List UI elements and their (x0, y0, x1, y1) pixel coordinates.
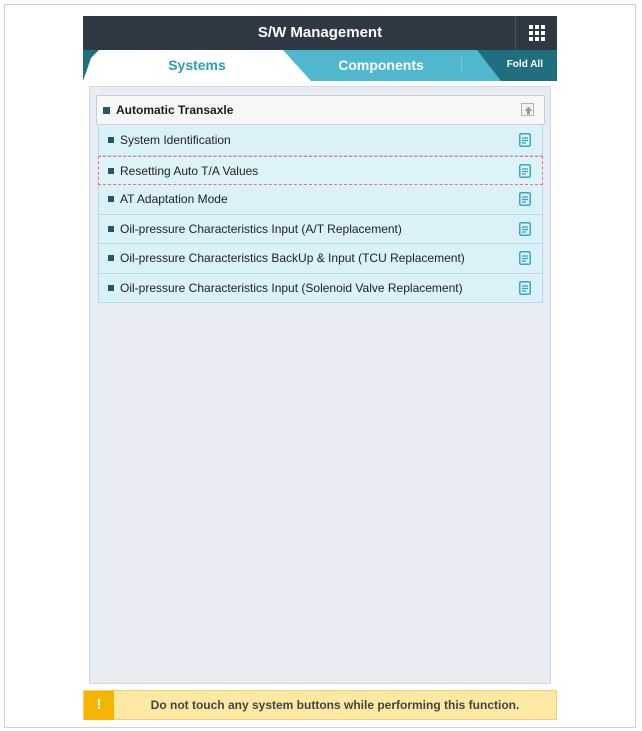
list-item-label: AT Adaptation Mode (120, 192, 228, 206)
group-title: Automatic Transaxle (116, 103, 234, 117)
bullet-icon (108, 226, 114, 232)
list-item-label: Oil-pressure Characteristics BackUp & Input (TCU Replacement) (120, 251, 465, 265)
function-list (98, 126, 543, 303)
document-icon[interactable] (519, 164, 531, 178)
title-bar (83, 16, 557, 50)
tab-systems[interactable]: Systems (168, 57, 226, 73)
document-icon[interactable] (519, 133, 531, 147)
list-item[interactable] (98, 185, 543, 215)
list-item-label: Resetting Auto T/A Values (120, 163, 259, 178)
fold-all-button[interactable]: Fold All (506, 59, 543, 70)
bullet-icon (108, 168, 114, 174)
bullet-icon (108, 285, 114, 291)
list-item-label: Oil-pressure Characteristics Input (A/T Replacement) (120, 221, 402, 236)
document-icon[interactable] (519, 192, 531, 206)
list-item[interactable] (98, 215, 543, 245)
tab-components[interactable]: Components (338, 57, 424, 73)
list-item[interactable] (98, 126, 543, 156)
document-icon[interactable] (519, 222, 531, 236)
bullet-icon (108, 255, 114, 261)
systems-panel (89, 86, 551, 684)
warning-icon: ! (84, 691, 114, 720)
collapse-up-icon[interactable] (521, 103, 534, 116)
list-item-label: Oil-pressure Characteristics Input (Solenoid Valve Replacement) (120, 280, 463, 295)
document-icon[interactable] (519, 281, 531, 295)
list-item[interactable] (98, 274, 543, 304)
warning-text: Do not touch any system buttons while performing this function. (150, 698, 520, 712)
warning-bar (83, 690, 557, 720)
list-item[interactable] (98, 156, 543, 186)
menu-button[interactable] (515, 16, 557, 50)
group-header-automatic-transaxle[interactable] (96, 95, 545, 125)
list-item[interactable] (98, 244, 543, 274)
bullet-icon (108, 196, 114, 202)
bullet-icon (103, 107, 110, 114)
list-item-label: System Identification (120, 133, 231, 147)
tab-bar (83, 50, 557, 81)
bullet-icon (108, 137, 114, 143)
grid-icon (529, 25, 545, 41)
page-title: S/W Management (257, 24, 383, 41)
document-icon[interactable] (519, 251, 531, 265)
